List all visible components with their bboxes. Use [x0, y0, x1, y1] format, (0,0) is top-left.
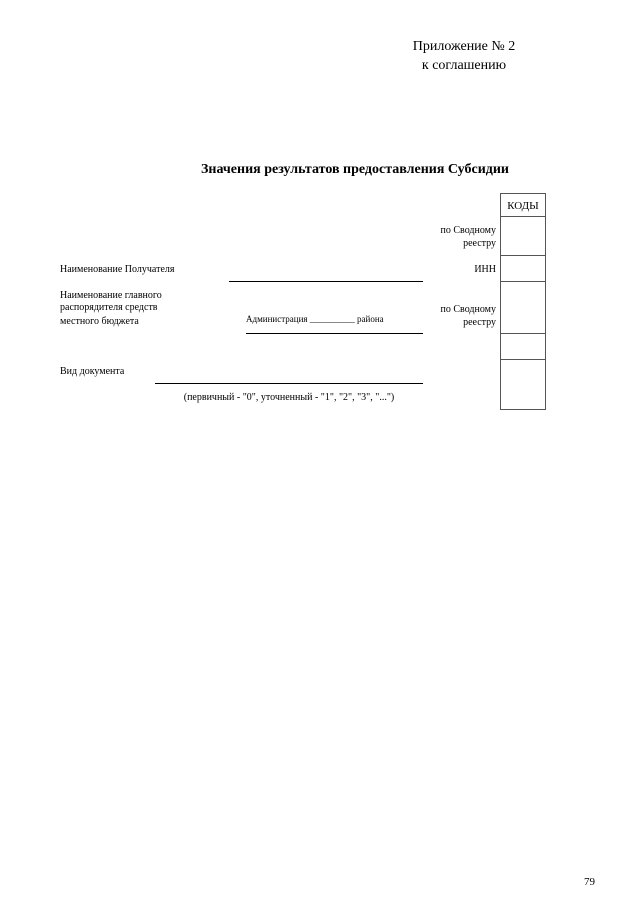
- doc-type-hint: (первичный - "0", уточненный - "1", "2", "3", "..."): [183, 392, 395, 403]
- document-title: Значения результатов предоставления Субсидии: [201, 162, 509, 177]
- code-cell-registry-2: [501, 282, 546, 334]
- code-cell-registry-1: [501, 217, 546, 256]
- appendix-subtitle: к соглашению: [421, 58, 507, 73]
- registry-label-2b: реестру: [463, 317, 496, 328]
- appendix-number: Приложение № 2: [412, 39, 516, 54]
- registry-label-2a: по Сводному: [440, 304, 496, 315]
- doc-type-label: Вид документа: [60, 366, 125, 377]
- recipient-label: Наименование Получателя: [60, 264, 175, 275]
- manager-label-line3: местного бюджета: [60, 316, 139, 327]
- code-cell-doc-type: [501, 360, 546, 410]
- recipient-underline: [229, 281, 423, 282]
- page-number: 79: [584, 876, 595, 888]
- administration-text: Администрация __________ района: [246, 314, 384, 324]
- manager-label-line2: распорядителя средств: [60, 302, 158, 313]
- codes-header: КОДЫ: [501, 193, 546, 217]
- inn-label: ИНН: [474, 264, 496, 275]
- manager-underline: [246, 333, 423, 334]
- registry-label-1a: по Сводному: [440, 225, 496, 236]
- manager-label-line1: Наименование главного: [60, 290, 162, 301]
- registry-label-1b: реестру: [463, 238, 496, 249]
- doc-type-underline: [155, 383, 423, 384]
- code-cell-empty: [501, 334, 546, 360]
- codes-table: [500, 193, 546, 410]
- code-cell-inn: [501, 256, 546, 282]
